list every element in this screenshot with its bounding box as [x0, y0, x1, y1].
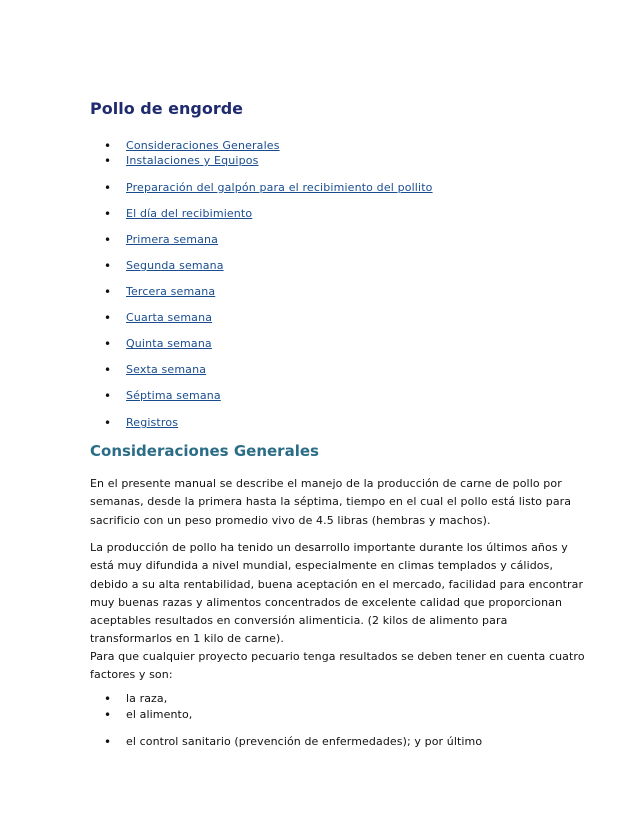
paragraph-line: debido a su alta rentabilidad, buena aceptación en el mercado, facilidad para encontrar — [90, 577, 584, 591]
bullet-icon: • — [104, 259, 112, 273]
bullet-icon: • — [104, 708, 112, 722]
paragraph-line: factores y son: — [90, 668, 173, 682]
paragraph-line: Para que cualquier proyecto pecuario tenga resultados se deben tener en cuenta cuatro — [90, 650, 585, 663]
bullet-icon: • — [104, 139, 112, 153]
toc-link-instalaciones-y-equipos[interactable]: Instalaciones y Equipos — [126, 154, 259, 167]
paragraph-line: transformarlos en 1 kilo de carne). — [90, 632, 285, 646]
toc-link-septima-semana[interactable]: Séptima semana — [126, 389, 221, 402]
paragraph-line: En el presente manual se describe el manejo de la producción de carne de pollo por — [90, 477, 562, 490]
toc-link-registros[interactable]: Registros — [126, 416, 179, 429]
toc-link-preparacion-del-galpon[interactable]: Preparación del galpón para el recibimiento del pollito — [126, 181, 433, 194]
bullet-icon: • — [104, 285, 112, 299]
toc-link-el-dia-del-recibimiento[interactable]: El día del recibimiento — [126, 207, 253, 220]
paragraph-line: está muy difundida a nivel mundial, especialmente en climas templados y cálidos, — [90, 559, 554, 573]
bullet-icon: • — [104, 416, 112, 430]
paragraph-line: muy buenas razas y alimentos concentrados de excelente calidad que proporcionan — [90, 595, 563, 609]
toc-link-segunda-semana[interactable]: Segunda semana — [126, 259, 224, 272]
factor-text: el control sanitario (prevención de enfermedades); y por último — [126, 735, 483, 748]
bullet-icon: • — [104, 735, 112, 749]
paragraph-factors — [90, 648, 585, 685]
toc-link-cuarta-semana[interactable]: Cuarta semana — [126, 311, 213, 324]
bullet-icon: • — [104, 337, 112, 351]
bullet-icon: • — [104, 692, 112, 706]
paragraph-line: La producción de pollo ha tenido un desarrollo importante durante los últimos años y — [90, 541, 568, 554]
toc-link-consideraciones-generales[interactable]: Consideraciones Generales — [126, 139, 280, 152]
factor-text: la raza, — [126, 692, 168, 705]
toc-link-quinta-semana[interactable]: Quinta semana — [126, 337, 212, 350]
factor-text: el alimento, — [126, 708, 193, 721]
toc-link-tercera-semana[interactable]: Tercera semana — [126, 285, 216, 298]
section-heading: Consideraciones Generales — [90, 442, 319, 460]
paragraph-line: sacrificio con un peso promedio vivo de 4.5 libras (hembras y machos). — [90, 513, 491, 527]
paragraph-line: semanas, desde la primera hasta la séptima, tiempo en el cual el pollo está listo para — [90, 495, 572, 509]
bullet-icon: • — [104, 154, 112, 168]
paragraph-intro — [90, 475, 572, 530]
bullet-icon: • — [104, 233, 112, 247]
page-title: Pollo de engorde — [90, 99, 244, 118]
paragraph-line: aceptables resultados en conversión alimenticia. (2 kilos de alimento para — [90, 614, 508, 628]
bullet-icon: • — [104, 207, 112, 221]
bullet-icon: • — [104, 389, 112, 403]
toc-link-primera-semana[interactable]: Primera semana — [126, 233, 219, 246]
bullet-icon: • — [104, 181, 112, 195]
toc-link-sexta-semana[interactable]: Sexta semana — [126, 363, 207, 376]
bullet-icon: • — [104, 311, 112, 325]
paragraph-production — [90, 539, 584, 649]
bullet-icon: • — [104, 363, 112, 377]
